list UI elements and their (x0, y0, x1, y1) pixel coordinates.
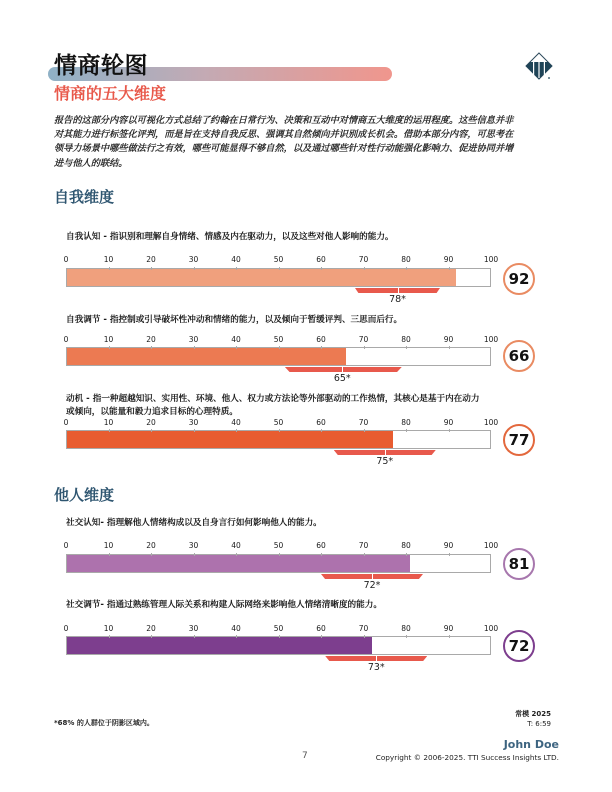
tick-label: 10 (103, 541, 114, 550)
tick-mark (236, 267, 237, 270)
person-name: John Doe (503, 738, 559, 751)
page-title: 情商轮图 (54, 53, 148, 79)
dimension-description: 社交调节- 指通过熟练管理人际关系和构建人际网络来影响他人情绪清晰度的能力。 (66, 600, 382, 610)
tick-label: 100 (483, 255, 499, 264)
score-bar-track (66, 430, 491, 449)
tick-label: 20 (146, 418, 156, 427)
score-bar-track (66, 347, 491, 366)
tick-mark (406, 346, 407, 349)
population-mean-label: 73* (367, 662, 385, 673)
tick-label: 50 (273, 335, 284, 344)
score-badge: 72 (503, 630, 535, 662)
population-mean-label: 65* (333, 373, 351, 384)
tick-label: 90 (443, 541, 454, 550)
tick-label: 80 (401, 335, 411, 344)
score-badge: 92 (503, 263, 535, 295)
tick-mark (364, 346, 365, 349)
tick-label: 60 (316, 335, 326, 344)
score-badge: 81 (503, 548, 535, 580)
tick-label: 70 (358, 418, 369, 427)
tick-label: 10 (103, 255, 114, 264)
tick-label: 70 (358, 541, 369, 550)
tick-mark (194, 267, 195, 270)
tick-label: 40 (231, 255, 241, 264)
band-footnote: *68% 的人群位于阴影区域内。 (54, 719, 154, 727)
norm-info (515, 709, 551, 729)
tick-label: 70 (358, 624, 369, 633)
tick-label: 10 (103, 335, 114, 344)
tick-mark (321, 429, 322, 432)
population-band (285, 367, 402, 372)
population-mean-marker (342, 367, 343, 372)
tick-mark (194, 429, 195, 432)
tick-label: 0 (63, 255, 69, 264)
tick-mark (449, 553, 450, 556)
tick-mark (279, 635, 280, 638)
score-bar-fill (67, 555, 410, 572)
score-bar-fill (67, 269, 456, 286)
tick-mark (151, 346, 152, 349)
tick-label: 70 (358, 335, 369, 344)
tti-diamond-logo-icon (524, 52, 554, 82)
dimension-description: 自我调节 - 指控制或引导破坏性冲动和情绪的能力，以及倾向于暂缓评判、三思而后行。 (66, 315, 403, 325)
tick-label: 10 (103, 624, 114, 633)
tick-mark (151, 267, 152, 270)
tick-label: 40 (231, 541, 241, 550)
tick-mark (449, 267, 450, 270)
tick-label: 60 (316, 541, 326, 550)
population-mean-label: 78* (389, 294, 406, 305)
tick-mark (279, 267, 280, 270)
score-badge: 66 (503, 340, 535, 372)
tick-label: 50 (273, 255, 284, 264)
population-band (325, 656, 427, 661)
tick-label: 40 (231, 335, 241, 344)
tick-label: 20 (146, 541, 156, 550)
tick-label: 40 (231, 624, 241, 633)
tick-mark (194, 346, 195, 349)
tick-label: 60 (316, 255, 326, 264)
score-badge: 77 (503, 424, 535, 456)
tick-label: 0 (63, 335, 69, 344)
tick-label: 20 (146, 335, 156, 344)
tick-mark (109, 429, 110, 432)
tick-label: 10 (103, 418, 114, 427)
tick-mark (364, 267, 365, 270)
intro-paragraph: 报告的这部分内容以可视化方式总结了约翰在日常行为、决策和互动中对情商五大维度的运用程度。这些信息并非对其能力进行标签化评判，而是旨在支持自我反思、强调其自然倾向并识别成长机会。借助本部分内容，可思考在领导力场景中哪些做法行之有效，哪些可能显得不够自然，以及通过哪些针对性行动能强化影响力、促进协同并增进与他人的联结。 (54, 115, 514, 169)
score-bar-fill (67, 637, 372, 654)
tick-mark (109, 346, 110, 349)
score-bar-fill (67, 431, 393, 448)
tick-label: 100 (483, 624, 499, 633)
tick-mark (151, 429, 152, 432)
tick-mark (449, 346, 450, 349)
score-bar-track (66, 268, 491, 287)
section-title: 他人维度 (54, 486, 115, 504)
tick-mark (449, 635, 450, 638)
tick-label: 20 (146, 255, 156, 264)
tick-label: 30 (188, 255, 199, 264)
population-band (321, 574, 423, 579)
scale-axis (63, 255, 499, 267)
tick-label: 50 (273, 418, 284, 427)
tick-mark (321, 553, 322, 556)
tick-label: 70 (358, 255, 369, 264)
population-mean-marker (385, 450, 386, 455)
tick-mark (406, 429, 407, 432)
population-mean-marker (372, 574, 373, 579)
population-band (334, 450, 436, 455)
dimension-description: 社交认知- 指理解他人情绪构成以及自身言行如何影响他人的能力。 (66, 518, 322, 528)
tick-label: 40 (231, 418, 241, 427)
tick-label: 90 (443, 418, 454, 427)
tick-label: 100 (483, 418, 499, 427)
tick-label: 90 (443, 335, 454, 344)
scale-axis (63, 541, 499, 553)
dimension-description: 动机 - 指一种超越知识、实用性、环境、他人、权力或方法论等外部驱动的工作热情，其核心是基于内在动力或倾向，以能量和毅力追求目标的心理特质。 (66, 394, 480, 417)
tick-label: 30 (188, 418, 199, 427)
tick-mark (109, 553, 110, 556)
tick-mark (236, 635, 237, 638)
tick-mark (151, 553, 152, 556)
tick-mark (236, 553, 237, 556)
tick-mark (449, 429, 450, 432)
tick-mark (321, 346, 322, 349)
tick-label: 100 (483, 335, 499, 344)
tick-label: 30 (188, 335, 199, 344)
tick-mark (151, 635, 152, 638)
population-mean-marker (376, 656, 377, 661)
score-bar-track (66, 554, 491, 573)
score-bar-fill (67, 348, 346, 365)
tick-mark (236, 429, 237, 432)
tick-label: 80 (401, 255, 411, 264)
copyright: Copyright © 2006-2025. TTI Success Insights LTD. (375, 753, 559, 762)
tick-label: 0 (63, 418, 69, 427)
tick-mark (364, 635, 365, 638)
tick-mark (279, 429, 280, 432)
tick-label: 60 (316, 418, 326, 427)
tick-label: 0 (63, 541, 69, 550)
tick-mark (109, 267, 110, 270)
tick-mark (364, 429, 365, 432)
population-mean-label: 75* (376, 456, 394, 467)
dimension-description: 自我认知 - 指识别和理解自身情绪、情感及内在驱动力，以及这些对他人影响的能力。 (66, 232, 394, 242)
tick-mark (279, 346, 280, 349)
population-mean-label: 72* (363, 580, 381, 591)
tick-mark (364, 553, 365, 556)
tick-label: 80 (401, 624, 411, 633)
score-bar-track (66, 636, 491, 655)
tick-label: 100 (483, 541, 499, 550)
population-band (355, 288, 440, 293)
norm-label: 常模 2025 (515, 710, 551, 718)
page-subtitle: 情商的五大维度 (54, 84, 167, 103)
tick-label: 90 (443, 255, 454, 264)
tick-mark (236, 346, 237, 349)
tick-mark (406, 553, 407, 556)
tick-label: 80 (401, 418, 411, 427)
section-title: 自我维度 (54, 188, 115, 206)
tick-label: 30 (188, 624, 199, 633)
tick-mark (194, 635, 195, 638)
norm-time: T: 6:59 (527, 720, 551, 728)
tick-mark (194, 553, 195, 556)
tick-mark (109, 635, 110, 638)
tick-mark (279, 553, 280, 556)
tick-label: 90 (443, 624, 454, 633)
tick-mark (321, 635, 322, 638)
tick-label: 80 (401, 541, 411, 550)
tick-label: 0 (63, 624, 69, 633)
tick-label: 20 (146, 624, 156, 633)
page-number: 7 (302, 751, 308, 761)
tick-label: 50 (273, 624, 284, 633)
population-mean-marker (398, 288, 399, 293)
tick-label: 60 (316, 624, 326, 633)
tick-label: 50 (273, 541, 284, 550)
tick-mark (406, 635, 407, 638)
tick-mark (321, 267, 322, 270)
tick-label: 30 (188, 541, 199, 550)
tick-mark (406, 267, 407, 270)
